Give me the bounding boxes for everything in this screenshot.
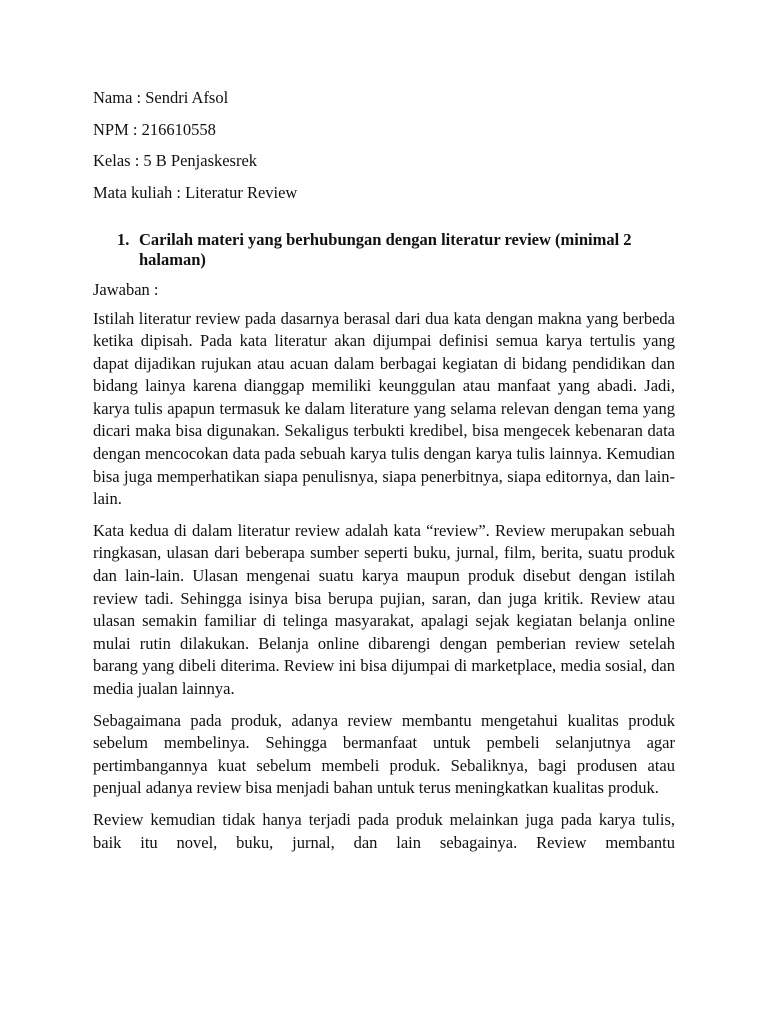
answer-label: Jawaban :	[93, 279, 159, 299]
course-name: Mata kuliah : Literatur Review	[93, 182, 298, 202]
question-text: Carilah materi yang berhubungan dengan literatur review (minimal 2 halaman)	[139, 229, 632, 269]
document-page	[93, 86, 675, 863]
answer-paragraph-4: Review kemudian tidak hanya terjadi pada produk melainkan juga pada karya tulis, baik itu novel, buku, jurnal, dan lain sebagainya. Review membantu	[93, 809, 675, 852]
answer-paragraph-3: Sebagaimana pada produk, adanya review membantu mengetahui kualitas produk sebelum membelinya. Sehingga bermanfaat untuk pembeli selanjutnya agar pertimbangannya kuat sebelum membeli produk. Sebaliknya, bagi produsen atau penjual adanya review bisa menjadi bahan untuk terus meningkatkan kualitas produk.	[93, 710, 675, 798]
question-item	[93, 230, 675, 271]
student-class: Kelas : 5 B Penjaskesrek	[93, 151, 258, 170]
student-npm: NPM : 216610558	[93, 119, 216, 139]
student-name: Nama : Sendri Afsol	[93, 88, 229, 107]
answer-paragraph-1: Istilah literatur review pada dasarnya berasal dari dua kata dengan makna yang berbeda ketika dipisah. Pada kata literatur akan dijumpai definisi semua karya tertulis yang dapat dijadikan rujukan atau acuan dalam berbagai kegiatan di bidang pendidikan dan bidang lainya karena dianggap memiliki keunggulan atau manfaat yang abadi. Jadi, karya tulis apapun termasuk ke dalam literature yang selama relevan dengan tema yang dicari maka bisa digunakan. Sekaligus terbukti kredibel, bisa mengecek kebenaran data dengan mencocokan data pada sebuah karya tulis dengan karya tulis lainnya. Kemudian bisa juga memperhatikan siapa penulisnya, siapa penerbitnya, siapa editornya, dan lain-lain.	[93, 308, 675, 509]
answer-paragraph-2: Kata kedua di dalam literatur review adalah kata “review”. Review merupakan sebuah ringkasan, ulasan dari beberapa sumber seperti buku, jurnal, film, berita, suatu produk dan lain-lain. Ulasan mengenai suatu karya maupun produk disebut dengan istilah review tadi. Sehingga isinya bisa berupa pujian, saran, dan juga kritik. Review atau ulasan semakin familiar di telinga masyarakat, apalagi sejak kegiatan belanja online mulai rutin dilakukan. Belanja online dibarengi dengan pemberian review setelah barang yang dibeli diterima. Review ini bisa dijumpai di marketplace, media sosial, dan media jualan lainnya.	[93, 520, 675, 698]
question-number: 1.	[117, 229, 130, 249]
